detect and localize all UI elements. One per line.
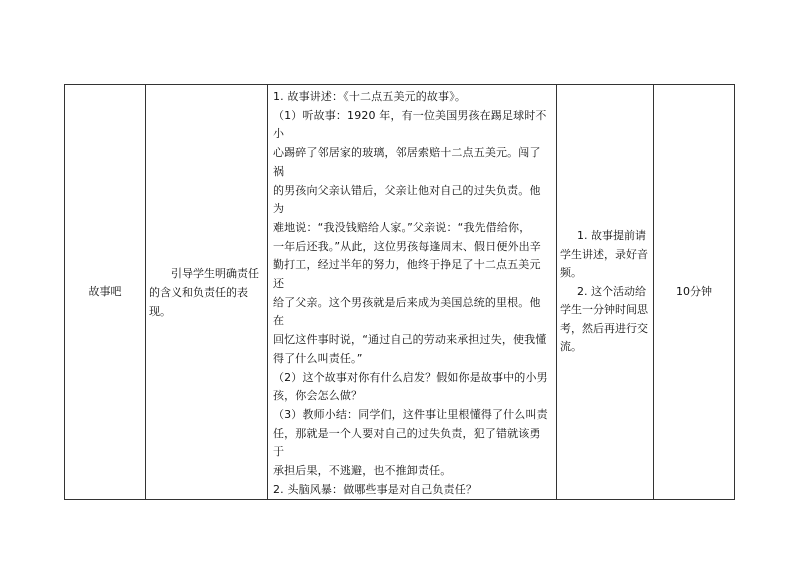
method-line xyxy=(560,246,650,283)
method-line xyxy=(560,227,650,246)
method-cell xyxy=(557,85,654,500)
method-line-text: 1. 故事提前请 xyxy=(577,229,646,243)
content-line: 给了父亲。这个男孩就是后来成为美国总统的里根。他在 xyxy=(273,295,541,328)
goal-cell xyxy=(146,85,268,500)
content-line: 回忆这件事时说，“通过自己的劳动来承担过失，使我懂 xyxy=(273,333,547,347)
content-text xyxy=(268,85,556,499)
method-text xyxy=(557,227,653,357)
content-line: 勤打工，经过半年的努力，他终于挣足了十二点五美元还 xyxy=(273,258,541,291)
lesson-plan-table xyxy=(64,84,735,500)
method-line-text: 2. 这个活动给 xyxy=(577,284,646,298)
content-line: 一年后还我。”从此，这位男孩每逢周末、假日便外出辛 xyxy=(273,239,541,253)
method-line-text: 学生一分钟时间思 xyxy=(560,303,648,317)
content-line: 的男孩向父亲认错后，父亲让他对自己的过失负责。他为 xyxy=(273,183,541,216)
content-line: 得了什么叫责任。” xyxy=(273,351,363,365)
content-cell xyxy=(268,85,557,500)
method-line xyxy=(560,283,650,302)
content-line: （3）教师小结：同学们，这件事让里根懂得了什么叫责 xyxy=(273,407,548,421)
content-line: 承担后果，不逃避，也不推卸责任。 xyxy=(273,464,452,478)
content-line: 难地说：“我没钱赔给人家。”父亲说：“我先借给你， xyxy=(273,220,531,234)
table-row xyxy=(65,85,735,500)
method-line xyxy=(560,301,650,320)
content-line: 孩，你会怎么做？ xyxy=(273,389,363,403)
content-line: （2）这个故事对你有什么启发？假如你是故事中的小男 xyxy=(273,370,548,384)
method-line-text: 学生讲述，录好音频。 xyxy=(560,247,648,280)
content-line: （1）听故事：1920 年，有一位美国男孩在踢足球时不小 xyxy=(273,108,547,141)
time-cell: 10分钟 xyxy=(654,85,735,500)
goal-label: 引导学生明确责任的含义和负责任的表现。 xyxy=(149,266,259,318)
content-line: 2. 头脑风暴：做哪些事是对自己负责任？ xyxy=(273,482,477,496)
goal-text xyxy=(146,264,267,321)
content-line: 任，那就是一个人要对自己的过失负责，犯了错就该勇于 xyxy=(273,426,541,459)
content-line: 心踢碎了邻居家的玻璃，邻居索赔十二点五美元。闯了祸 xyxy=(273,146,541,178)
stage-cell: 故事吧 xyxy=(65,85,146,500)
method-line-text: 考，然后再进行交流。 xyxy=(560,321,648,354)
method-line xyxy=(560,320,650,357)
content-line: 1. 故事讲述：《十二点五美元的故事》。 xyxy=(273,90,466,103)
